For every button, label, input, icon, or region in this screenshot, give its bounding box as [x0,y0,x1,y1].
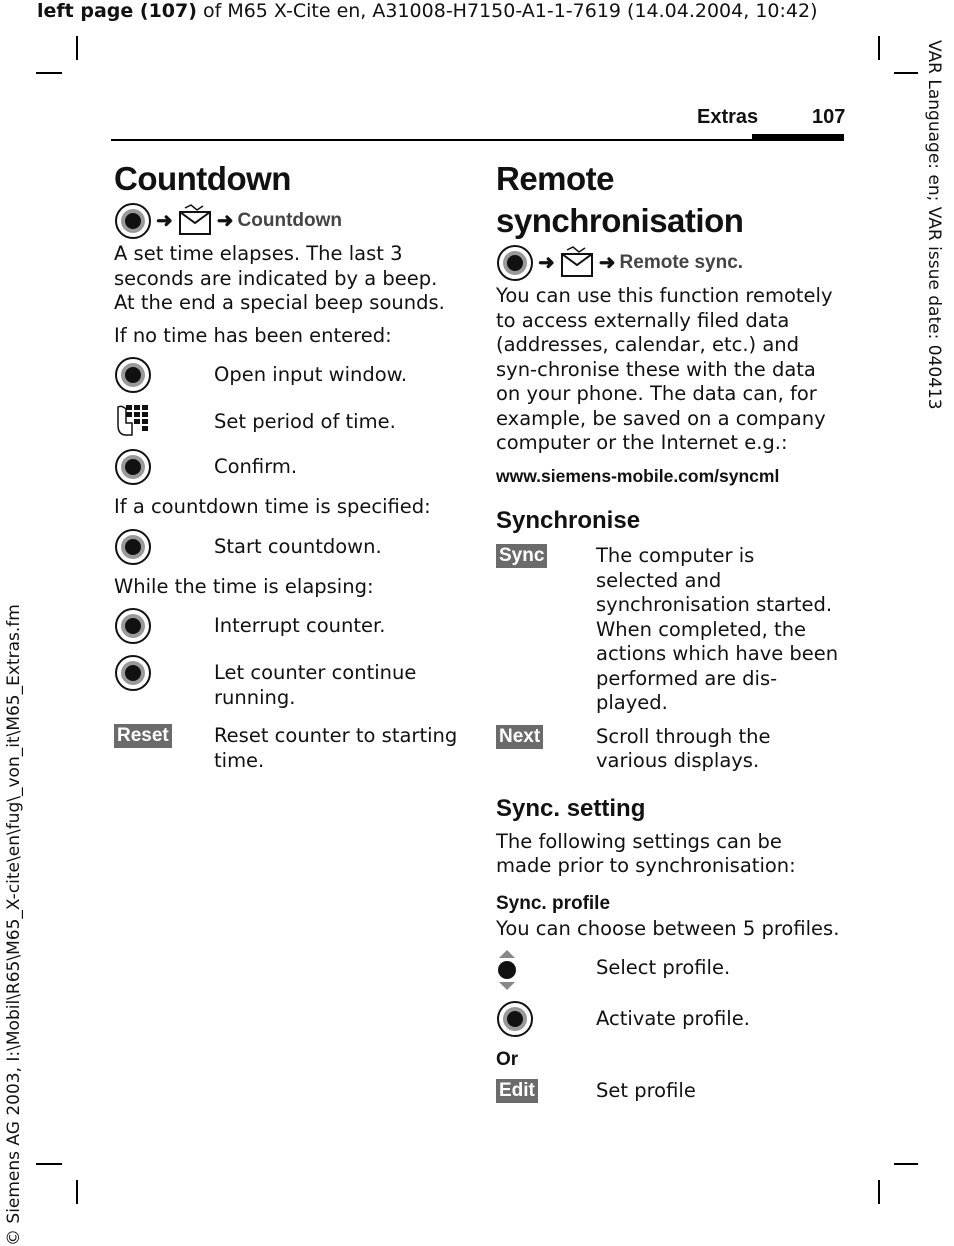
step-row [496,725,841,774]
side-info-right-text: VAR Language: en; VAR issue date: 040413 [924,40,944,410]
keypad-icon [114,403,152,439]
side-info-left [0,600,30,1246]
extras-menu-icon [559,246,595,280]
header-rule [111,139,844,141]
sync-profile-heading: Sync. profile [496,892,611,914]
crop-mark [894,1163,918,1165]
left-column [114,158,459,782]
step-text: Open input window. [214,363,408,386]
arrow-icon: ➜ [538,251,555,274]
remote-sync-title: Remote synchronisation [496,160,744,239]
step-text: Reset counter to starting time. [214,724,458,772]
section-title: Extras [697,106,759,128]
navi-key-icon [114,528,152,566]
synchronise-heading: Synchronise [496,507,641,534]
menu-path [114,202,459,240]
step-text: Confirm. [214,455,298,478]
countdown-title: Countdown [114,160,291,197]
crop-mark [878,36,880,60]
print-info-rest: of M65 X-Cite en, A31008-H7150-A1-1-7619 (14.04.2004, 10:42) [196,0,818,22]
crop-mark [894,72,918,74]
step-row [114,607,459,645]
sync-url: www.siemens-mobile.com/syncml [496,465,780,486]
navi-key-icon [114,448,152,486]
step-row [496,544,841,716]
step-row [114,448,459,486]
reset-softkey: Reset [114,724,172,748]
crop-mark [36,72,62,74]
step-row [496,1000,841,1038]
step-text: Activate profile. [596,1007,750,1030]
menu-path-label: Remote sync. [619,251,744,273]
sync-setting-heading: Sync. setting [496,794,646,822]
step-text: The computer is selected and synchronisation started. When completed, the actions which have been performed are dis-played. [596,544,839,714]
navi-key-icon [114,356,152,394]
edit-softkey: Edit [496,1079,538,1103]
step-row [114,654,459,710]
condition-text: If a countdown time is specified: [114,495,431,518]
or-label: Or [496,1049,519,1070]
arrow-icon: ➜ [598,251,616,274]
side-info-left-text: © Siemens AG 2003, I:\Mobil\R65\M65_X-cite\en\fug\_von_it\M65_Extras.fm [4,604,24,1246]
step-text: Start countdown. [214,534,382,558]
crop-mark [36,1163,62,1165]
menu-path [496,244,841,282]
extras-menu-icon [177,204,213,238]
step-row [496,1079,841,1104]
sync-softkey: Sync [496,544,547,568]
step-text: Select profile. [596,956,731,979]
navi-up-down-icon [496,949,518,991]
side-info-right [920,40,950,460]
setting-text: The following settings can be made prior to synchronisation: [496,829,796,877]
print-info-line [37,0,817,22]
crop-mark [76,36,78,60]
step-text: Scroll through the various displays. [596,724,771,772]
navi-key-icon [114,607,152,645]
crop-mark [76,1180,78,1204]
navi-key-icon [496,1000,534,1038]
step-text: Set period of time. [214,410,396,433]
crop-mark [878,1180,880,1204]
navi-key-icon [114,654,152,692]
profile-text: You can choose between 5 profiles. [496,916,840,940]
intro-text: A set time elapses. The last 3 seconds are indicated by a beep. At the end a special beep sounds. [114,242,445,314]
menu-path-label: Countdown [237,209,342,231]
header-rule-bar [752,134,844,140]
condition-text: If no time has been entered: [114,323,392,347]
right-column [496,158,841,1113]
step-row [114,724,459,773]
step-text: Let counter continue running. [214,661,417,709]
step-row [114,528,459,566]
step-text: Set profile [596,1079,696,1102]
next-softkey: Next [496,725,543,749]
print-info-bold: left page (107) [37,0,197,22]
navi-key-icon [114,202,152,240]
step-text: Interrupt counter. [214,614,386,637]
arrow-icon: ➜ [216,209,234,232]
navi-key-icon [496,244,534,282]
arrow-icon: ➜ [156,209,173,232]
intro-text: You can use this function remotely to access externally filed data (addresses, calendar, etc.) and syn-chronise these with the data on your phone. The data can, for example, be saved on a company computer or the Internet e.g.: [496,284,833,454]
step-row [496,949,841,991]
step-row [114,356,459,394]
condition-text: While the time is elapsing: [114,574,374,598]
step-row [114,403,459,439]
page-number: 107 [812,106,846,128]
